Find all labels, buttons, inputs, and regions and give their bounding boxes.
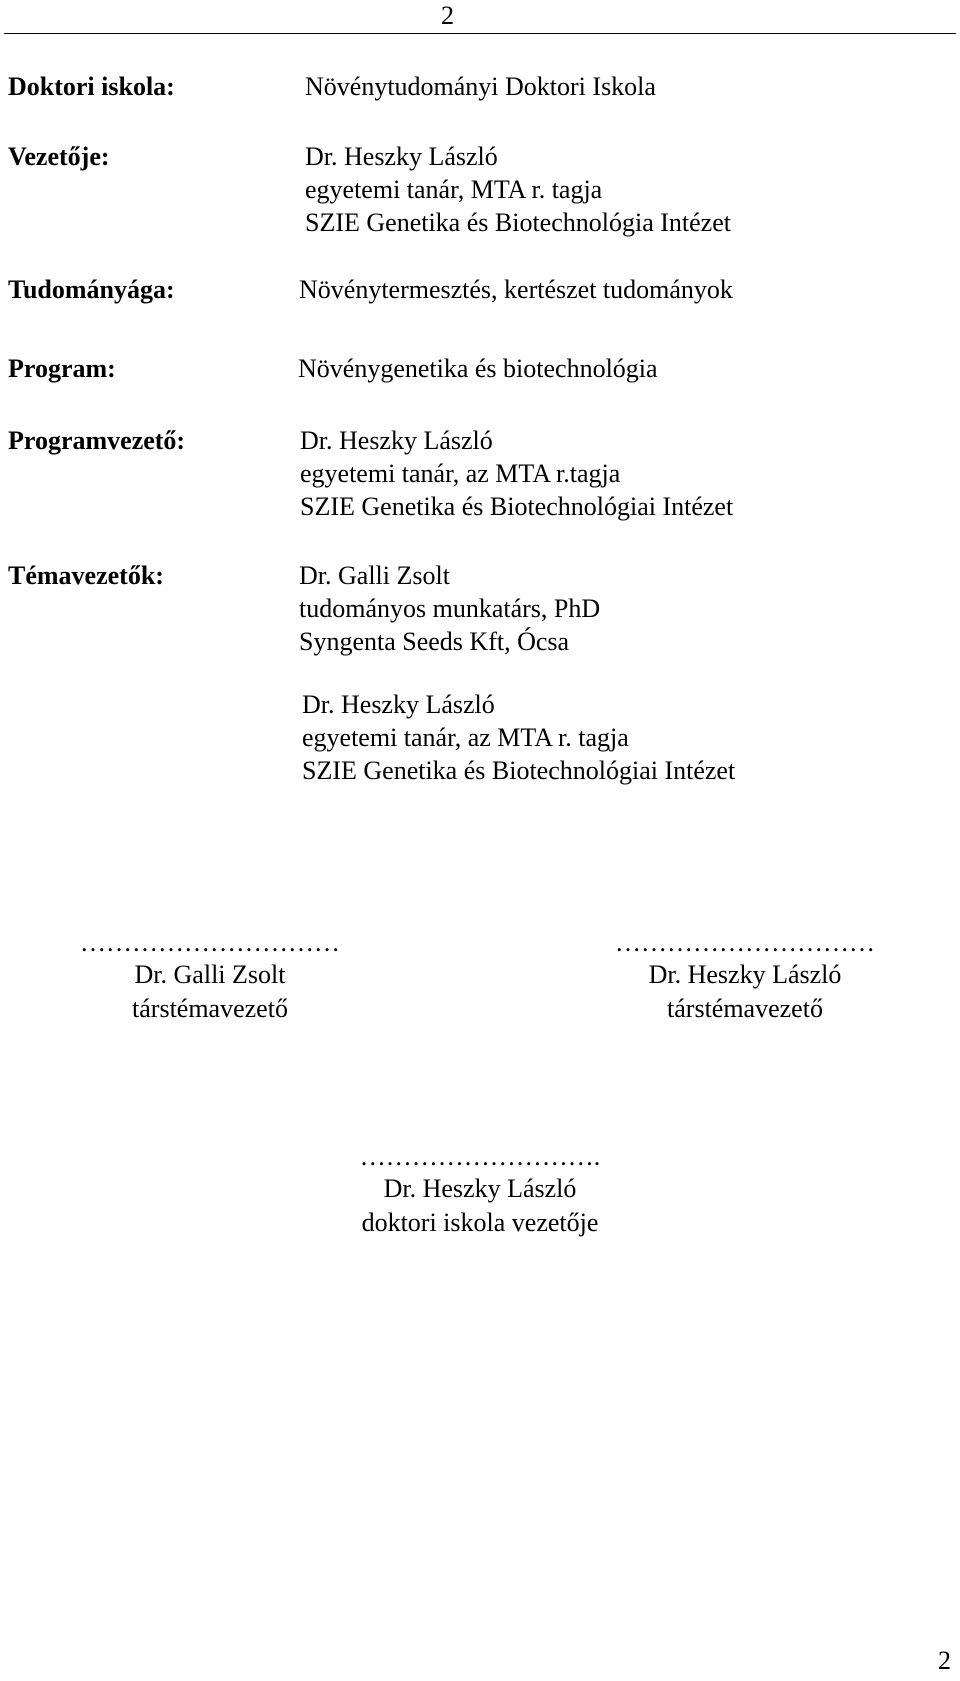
header-rule xyxy=(4,33,956,34)
head-institute: SZIE Genetika és Biotechnológia Intézet xyxy=(305,208,731,237)
header-page-number: 2 xyxy=(441,1,454,30)
footer-page-number: 2 xyxy=(938,1646,951,1675)
signature-left-name: Dr. Galli Zsolt xyxy=(134,960,286,989)
signature-left-dots: ………………………… xyxy=(80,928,340,957)
supervisor-second-name: Dr. Heszky László xyxy=(302,690,495,719)
field-label: Tudományága: xyxy=(8,275,175,304)
doctoral-school-value: Növénytudományi Doktori Iskola xyxy=(305,72,656,101)
signature-left xyxy=(60,930,360,1040)
signature-right xyxy=(595,930,895,1040)
signature-bottom xyxy=(330,1144,630,1254)
supervisor-second-institute: SZIE Genetika és Biotechnológiai Intézet xyxy=(302,756,736,785)
supervisor-first-affiliation: Syngenta Seeds Kft, Ócsa xyxy=(299,627,570,656)
supervisors-label: Témavezetők: xyxy=(8,561,164,590)
head-title: egyetemi tanár, MTA r. tagja xyxy=(305,175,603,204)
head-label: Vezetője: xyxy=(8,142,110,171)
program-leader-name: Dr. Heszky László xyxy=(300,426,493,455)
supervisor-first-title: tudományos munkatárs, PhD xyxy=(299,594,601,623)
doctoral-school-label: Doktori iskola: xyxy=(8,72,175,101)
supervisor-first-name: Dr. Galli Zsolt xyxy=(299,561,450,590)
supervisor-second-title: egyetemi tanár, az MTA r. tagja xyxy=(302,723,629,752)
signature-bottom-dots: ………………………. xyxy=(359,1142,601,1171)
signature-left-role: társtémavezető xyxy=(132,994,288,1023)
field-value: Növénytermesztés, kertészet tudományok xyxy=(299,275,733,304)
program-leader-title: egyetemi tanár, az MTA r.tagja xyxy=(300,459,621,488)
program-label: Program: xyxy=(8,354,116,383)
signature-bottom-name: Dr. Heszky László xyxy=(383,1174,577,1203)
signature-bottom-role: doktori iskola vezetője xyxy=(361,1208,599,1237)
program-leader-institute: SZIE Genetika és Biotechnológiai Intézet xyxy=(300,492,734,521)
program-leader-label: Programvezető: xyxy=(8,426,186,455)
signature-right-dots: ………………………… xyxy=(615,928,875,957)
program-value: Növénygenetika és biotechnológia xyxy=(298,354,658,383)
signature-right-role: társtémavezető xyxy=(667,994,823,1023)
signature-right-name: Dr. Heszky László xyxy=(648,960,842,989)
head-name: Dr. Heszky László xyxy=(305,142,498,171)
